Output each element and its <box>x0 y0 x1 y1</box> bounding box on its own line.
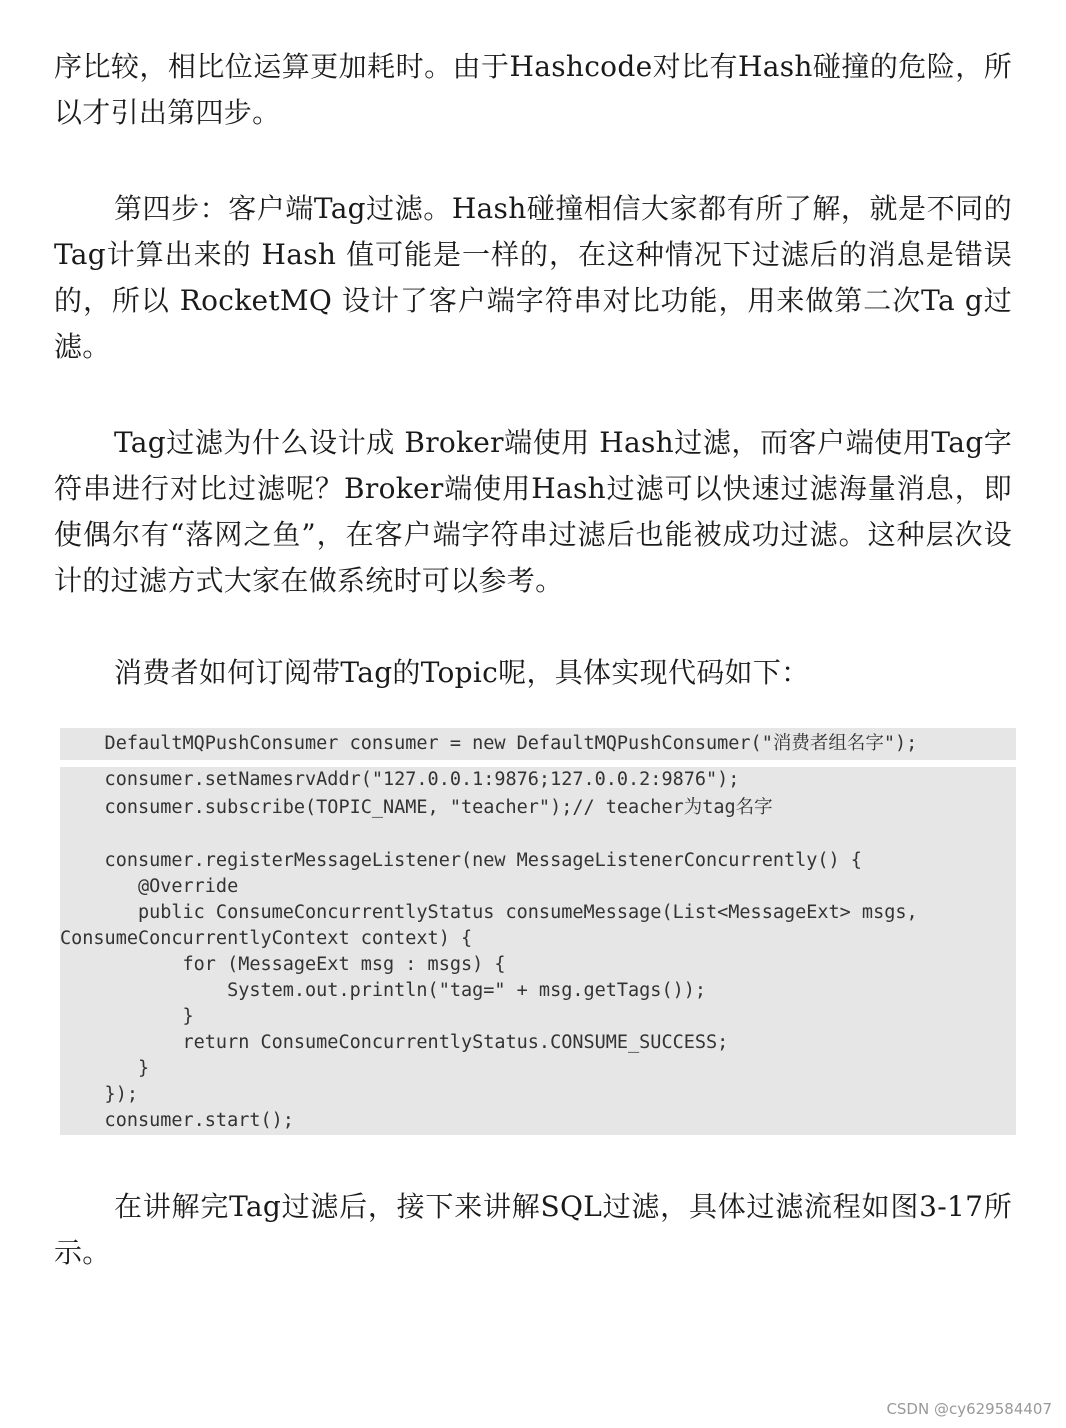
paragraph-hash-compare: 序比较，相比位运算更加耗时。由于Hashcode对比有Hash碰撞的危险，所以才引出第四步。 <box>54 50 1012 129</box>
code-block-first-line <box>60 728 1016 760</box>
paragraph-why-design: Tag过滤为什么设计成 Broker端使用 Hash过滤，而客户端使用Tag字符串进行对比过滤呢？Broker端使用Hash过滤可以快速过滤海量消息，即使偶尔有“落网之鱼”，在客户端字符串过滤后也能被成功过滤。这种层次设计的过滤方式大家在做系统时可以参考。 <box>54 426 1012 597</box>
code-line: System.out.println("tag=" + msg.getTags()); <box>60 980 707 1001</box>
code-line: consumer.registerMessageListener(new MessageListenerConcurrently() { <box>60 850 862 871</box>
watermark: CSDN @cy629584407 <box>886 1400 1052 1418</box>
code-line: @Override <box>60 876 239 897</box>
code-line: } <box>60 1058 150 1079</box>
document-body <box>54 44 1012 696</box>
paragraph-code-intro: 消费者如何订阅带Tag的Topic呢，具体实现代码如下： <box>114 656 810 689</box>
code-line: for (MessageExt msg : msgs) { <box>60 954 506 975</box>
code-line: consumer.subscribe(TOPIC_NAME, "teacher");// teacher为tag名字 <box>60 797 773 818</box>
code-line: DefaultMQPushConsumer consumer = new DefaultMQPushConsumer("消费者组名字"); <box>60 733 918 754</box>
code-line: public ConsumeConcurrentlyStatus consumeMessage(List<MessageExt> msgs, <box>60 902 918 923</box>
code-block <box>60 767 1016 1135</box>
code-line: } <box>60 1006 194 1027</box>
document-body-continued <box>54 1184 1012 1276</box>
code-line: consumer.setNamesrvAddr("127.0.0.1:9876;127.0.0.2:9876"); <box>60 769 740 790</box>
paragraph-client-tag-filter: 第四步：客户端Tag过滤。Hash碰撞相信大家都有所了解，就是不同的Tag计算出来的 Hash 值可能是一样的，在这种情况下过滤后的消息是错误的，所以 RocketMQ 设计了客户端字符串对比功能，用来做第二次Ta g过滤。 <box>54 192 1012 363</box>
code-line: return ConsumeConcurrentlyStatus.CONSUME_SUCCESS; <box>60 1032 729 1053</box>
code-line: consumer.start(); <box>60 1110 294 1131</box>
code-line: }); <box>60 1084 138 1105</box>
code-line: ConsumeConcurrentlyContext context) { <box>60 928 473 949</box>
paragraph-sql-filter-intro: 在讲解完Tag过滤后，接下来讲解SQL过滤，具体过滤流程如图3-17所示。 <box>54 1190 1012 1269</box>
